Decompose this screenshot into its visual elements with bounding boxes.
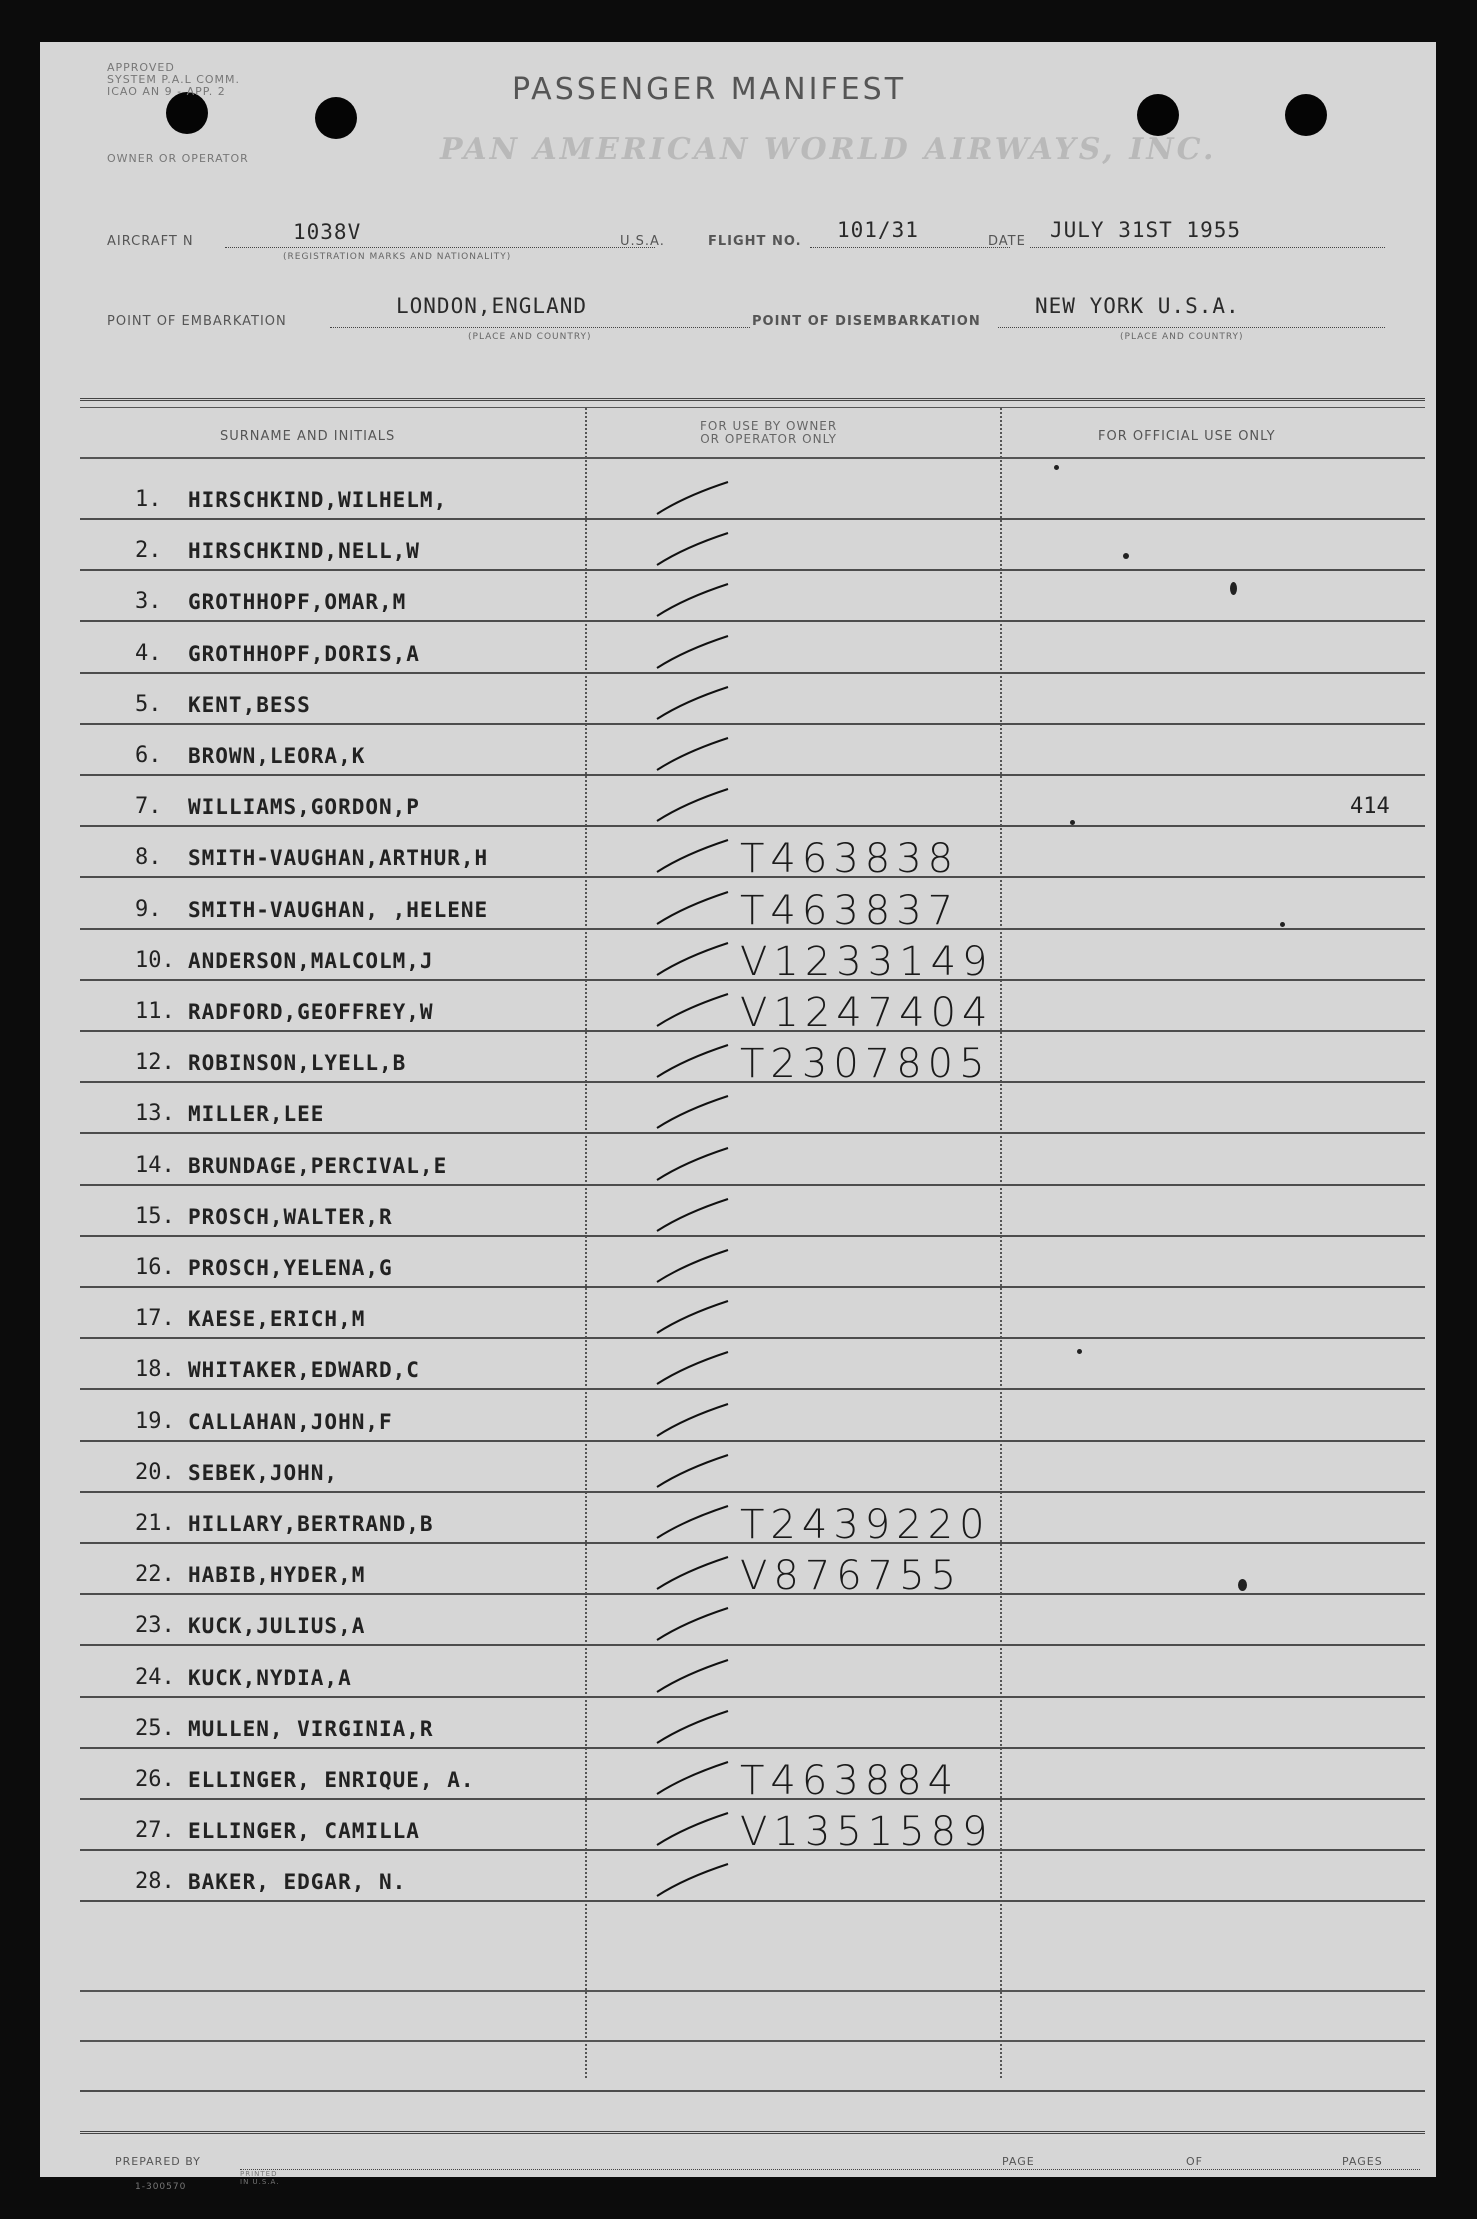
check-mark-stroke xyxy=(655,1451,730,1491)
page-label: PAGE xyxy=(1002,2155,1035,2168)
passenger-row xyxy=(80,469,1425,520)
passenger-row xyxy=(80,1442,1425,1493)
column-header-owner-line: FOR USE BY OWNER xyxy=(700,419,838,433)
passenger-name: HIRSCHKIND,WILHELM, xyxy=(188,488,448,512)
page-title: PASSENGER MANIFEST xyxy=(512,72,907,107)
check-mark xyxy=(655,785,730,825)
check-mark xyxy=(655,529,730,569)
check-mark-stroke xyxy=(655,478,730,518)
check-mark xyxy=(655,1041,730,1081)
passenger-number: 19. xyxy=(135,1408,175,1434)
header-bottom-rule xyxy=(80,457,1425,459)
of-label: OF xyxy=(1186,2155,1203,2168)
pages-label: PAGES xyxy=(1342,2155,1383,2168)
check-mark-stroke xyxy=(655,939,730,979)
passenger-number: 17. xyxy=(135,1306,175,1332)
embarkation-label: POINT OF EMBARKATION xyxy=(107,314,287,329)
passenger-name: ANDERSON,MALCOLM,J xyxy=(188,948,434,973)
manifest-sheet xyxy=(40,42,1436,2192)
aircraft-underline xyxy=(225,247,655,248)
date-label: DATE xyxy=(988,234,1026,249)
passenger-name: GROTHHOPF,OMAR,M xyxy=(188,590,407,615)
passenger-name: BAKER, EDGAR, N. xyxy=(188,1870,407,1895)
check-mark-stroke xyxy=(655,1246,730,1286)
passenger-number: 3. xyxy=(135,589,162,615)
punch-hole xyxy=(1137,94,1179,136)
passenger-number: 26. xyxy=(135,1767,175,1792)
disembarkation-label: POINT OF DISEMBARKATION xyxy=(752,314,981,329)
ink-speck xyxy=(1238,1579,1247,1591)
column-header-official: FOR OFFICIAL USE ONLY xyxy=(1098,429,1276,444)
passenger-number: 13. xyxy=(135,1101,175,1127)
document-number: T463884 xyxy=(740,1758,960,1804)
ink-speck xyxy=(1070,820,1075,825)
approval-block xyxy=(107,62,240,98)
check-mark xyxy=(655,1092,730,1132)
passenger-row xyxy=(80,1237,1425,1288)
passenger-name: BROWN,LEORA,K xyxy=(188,744,366,768)
passenger-name: RADFORD,GEOFFREY,W xyxy=(188,1000,434,1024)
approval-line: SYSTEM P.A.L COMM. xyxy=(107,73,241,86)
ink-speck xyxy=(1123,553,1129,559)
passenger-name: KAESE,ERICH,M xyxy=(188,1307,366,1332)
printed-stamp: PRINTED IN U.S.A. xyxy=(240,2170,280,2186)
approval-line: ICAO AN 9 - APP. 2 xyxy=(107,85,226,98)
check-mark xyxy=(655,990,730,1030)
passenger-row xyxy=(80,879,1425,934)
passenger-number: 15. xyxy=(135,1203,175,1229)
check-mark xyxy=(655,1451,730,1491)
form-number: 1-300570 xyxy=(135,2182,187,2192)
passenger-number: 24. xyxy=(135,1664,175,1690)
check-mark-stroke xyxy=(655,1297,730,1337)
passenger-name: KUCK,JULIUS,A xyxy=(188,1614,366,1639)
row-rule xyxy=(80,1900,1425,1902)
check-mark xyxy=(655,1656,730,1696)
check-mark-stroke xyxy=(655,1860,730,1900)
check-mark xyxy=(655,1195,730,1235)
check-mark-stroke xyxy=(655,1348,730,1388)
ink-speck xyxy=(1077,1349,1082,1354)
passenger-number: 16. xyxy=(135,1255,175,1280)
check-mark xyxy=(655,683,730,723)
check-mark-stroke xyxy=(655,1041,730,1081)
passenger-name: PROSCH,YELENA,G xyxy=(188,1256,393,1280)
column-header-owner-line: OR OPERATOR ONLY xyxy=(700,432,837,446)
check-mark-stroke xyxy=(655,836,730,876)
check-mark xyxy=(655,1758,730,1798)
check-mark xyxy=(655,1144,730,1184)
check-mark-stroke xyxy=(655,990,730,1030)
check-mark-stroke xyxy=(655,1195,730,1235)
check-mark xyxy=(655,1348,730,1388)
empty-row-line xyxy=(80,1990,1425,1992)
passenger-number: 11. xyxy=(135,999,175,1024)
disembarkation-value: NEW YORK U.S.A. xyxy=(1035,294,1240,318)
check-mark xyxy=(655,1502,730,1542)
document-number: T2307805 xyxy=(740,1041,991,1088)
document-number: T463838 xyxy=(740,836,960,883)
passenger-row xyxy=(80,1851,1425,1902)
check-mark xyxy=(655,1860,730,1900)
passenger-name: BRUNDAGE,PERCIVAL,E xyxy=(188,1153,448,1178)
column-header-surname: SURNAME AND INITIALS xyxy=(220,429,396,444)
passenger-number: 5. xyxy=(135,691,162,717)
check-mark xyxy=(655,478,730,518)
passenger-row xyxy=(80,1339,1425,1390)
check-mark-stroke xyxy=(655,632,730,672)
passenger-row xyxy=(80,1135,1425,1186)
passenger-name: GROTHHOPF,DORIS,A xyxy=(188,641,420,666)
passenger-row xyxy=(80,981,1425,1036)
aircraft-label: AIRCRAFT N xyxy=(107,234,194,249)
document-number: V1351589 xyxy=(740,1809,994,1856)
passenger-row xyxy=(80,1391,1425,1442)
passenger-number: 10. xyxy=(135,947,175,973)
passenger-number: 14. xyxy=(135,1152,175,1178)
passenger-row xyxy=(80,1698,1425,1749)
document-number: T463837 xyxy=(740,887,960,934)
embarkation-underline xyxy=(330,327,750,328)
check-mark-stroke xyxy=(655,1400,730,1440)
passenger-row xyxy=(80,827,1425,883)
passenger-name: MULLEN, VIRGINIA,R xyxy=(188,1716,434,1741)
check-mark-stroke xyxy=(655,1553,730,1593)
passenger-number: 23. xyxy=(135,1613,175,1639)
passenger-name: KENT,BESS xyxy=(188,692,311,717)
column-header-owner xyxy=(700,420,837,446)
check-mark xyxy=(655,580,730,620)
check-mark-stroke xyxy=(655,683,730,723)
check-mark xyxy=(655,1604,730,1644)
passenger-row xyxy=(80,1032,1425,1088)
approval-line: APPROVED xyxy=(107,61,175,74)
passenger-row xyxy=(80,1800,1425,1856)
table-top-rule xyxy=(80,407,1425,408)
check-mark-stroke xyxy=(655,1502,730,1542)
passenger-name: KUCK,NYDIA,A xyxy=(188,1665,352,1690)
passenger-row xyxy=(80,1544,1425,1600)
passenger-name: ELLINGER, CAMILLA xyxy=(188,1819,420,1844)
check-mark-stroke xyxy=(655,1809,730,1849)
check-mark-stroke xyxy=(655,1144,730,1184)
punch-hole xyxy=(166,92,208,134)
check-mark-stroke xyxy=(655,785,730,825)
check-mark-stroke xyxy=(655,580,730,620)
document-number: V1247404 xyxy=(740,990,994,1036)
table-top-rule xyxy=(80,398,1425,401)
punch-hole xyxy=(315,97,357,139)
official-entry: 414 xyxy=(1350,794,1390,820)
table-bottom-rule xyxy=(80,2131,1425,2134)
passenger-number: 7. xyxy=(135,794,162,820)
owner-label: OWNER OR OPERATOR xyxy=(107,152,249,165)
check-mark xyxy=(655,1553,730,1593)
passenger-row xyxy=(80,725,1425,776)
check-mark xyxy=(655,888,730,928)
passenger-number: 6. xyxy=(135,743,162,768)
passenger-name: MILLER,LEE xyxy=(188,1102,325,1127)
check-mark-stroke xyxy=(655,1656,730,1696)
owner-name-stamp: PAN AMERICAN WORLD AIRWAYS, INC. xyxy=(440,132,1217,167)
passenger-number: 28. xyxy=(135,1869,175,1895)
check-mark xyxy=(655,1400,730,1440)
check-mark-stroke xyxy=(655,1092,730,1132)
check-mark-stroke xyxy=(655,1758,730,1798)
passenger-number: 22. xyxy=(135,1562,175,1588)
prepared-by-label: PREPARED BY xyxy=(115,2155,201,2168)
passenger-name: HIRSCHKIND,NELL,W xyxy=(188,539,420,564)
passenger-number: 18. xyxy=(135,1357,175,1383)
flight-value: 101/31 xyxy=(837,218,919,242)
passenger-row xyxy=(80,1083,1425,1134)
date-value: JULY 31ST 1955 xyxy=(1050,218,1242,242)
document-number: V1233149 xyxy=(740,938,994,985)
check-mark xyxy=(655,1297,730,1337)
passenger-row xyxy=(80,930,1425,985)
passenger-number: 8. xyxy=(135,845,162,871)
passenger-row xyxy=(80,1647,1425,1698)
passenger-row xyxy=(80,1493,1425,1548)
check-mark-stroke xyxy=(655,1604,730,1644)
footer-underline xyxy=(240,2169,1420,2170)
document-number: T2439220 xyxy=(740,1502,991,1548)
passenger-name: ROBINSON,LYELL,B xyxy=(188,1051,407,1076)
disembarkation-caption: (PLACE AND COUNTRY) xyxy=(1120,332,1244,342)
passenger-number: 4. xyxy=(135,640,162,666)
passenger-number: 9. xyxy=(135,896,162,922)
passenger-number: 27. xyxy=(135,1818,175,1844)
registration-caption: (REGISTRATION MARKS AND NATIONALITY) xyxy=(283,252,512,262)
check-mark xyxy=(655,1707,730,1747)
passenger-name: SMITH-VAUGHAN, ,HELENE xyxy=(188,897,489,922)
ink-speck xyxy=(1230,582,1237,595)
passenger-name: CALLAHAN,JOHN,F xyxy=(188,1409,393,1434)
punch-hole xyxy=(1285,94,1327,136)
passenger-row xyxy=(80,1595,1425,1646)
passenger-name: ELLINGER, ENRIQUE, A. xyxy=(188,1768,475,1792)
ink-speck xyxy=(1054,465,1059,470)
date-underline xyxy=(1030,247,1385,248)
document-number: V876755 xyxy=(740,1553,963,1600)
check-mark xyxy=(655,632,730,672)
passenger-row xyxy=(80,520,1425,571)
passenger-row xyxy=(80,674,1425,725)
passenger-name: SEBEK,JOHN, xyxy=(188,1460,339,1485)
passenger-name: HABIB,HYDER,M xyxy=(188,1563,366,1588)
check-mark xyxy=(655,734,730,774)
passenger-number: 21. xyxy=(135,1511,175,1536)
passenger-row xyxy=(80,1288,1425,1339)
passenger-number: 25. xyxy=(135,1715,175,1741)
passenger-row xyxy=(80,623,1425,674)
flight-label: FLIGHT NO. xyxy=(708,234,802,249)
check-mark-stroke xyxy=(655,888,730,928)
embarkation-value: LONDON,ENGLAND xyxy=(396,294,588,318)
passenger-name: WHITAKER,EDWARD,C xyxy=(188,1358,420,1383)
passenger-row xyxy=(80,1186,1425,1237)
check-mark xyxy=(655,1246,730,1286)
passenger-name: PROSCH,WALTER,R xyxy=(188,1204,393,1229)
usa-label: U.S.A. xyxy=(620,234,665,249)
check-mark xyxy=(655,1809,730,1849)
passenger-row xyxy=(80,571,1425,622)
passenger-number: 20. xyxy=(135,1459,175,1485)
passenger-name: SMITH-VAUGHAN,ARTHUR,H xyxy=(188,846,489,871)
passenger-row xyxy=(80,776,1425,827)
flight-underline xyxy=(810,247,1010,248)
empty-row-line xyxy=(80,2090,1425,2092)
disembarkation-underline xyxy=(998,327,1385,328)
passenger-row xyxy=(80,1749,1425,1804)
passenger-number: 1. xyxy=(135,487,162,512)
empty-row-line xyxy=(80,2040,1425,2042)
ink-speck xyxy=(1280,922,1285,927)
check-mark-stroke xyxy=(655,734,730,774)
passenger-name: WILLIAMS,GORDON,P xyxy=(188,795,420,820)
passenger-name: HILLARY,BERTRAND,B xyxy=(188,1512,434,1536)
embarkation-caption: (PLACE AND COUNTRY) xyxy=(468,332,592,342)
check-mark xyxy=(655,939,730,979)
passenger-number: 2. xyxy=(135,538,162,564)
aircraft-value: 1038V xyxy=(293,220,362,244)
passenger-number: 12. xyxy=(135,1050,175,1076)
check-mark xyxy=(655,836,730,876)
check-mark-stroke xyxy=(655,1707,730,1747)
check-mark-stroke xyxy=(655,529,730,569)
